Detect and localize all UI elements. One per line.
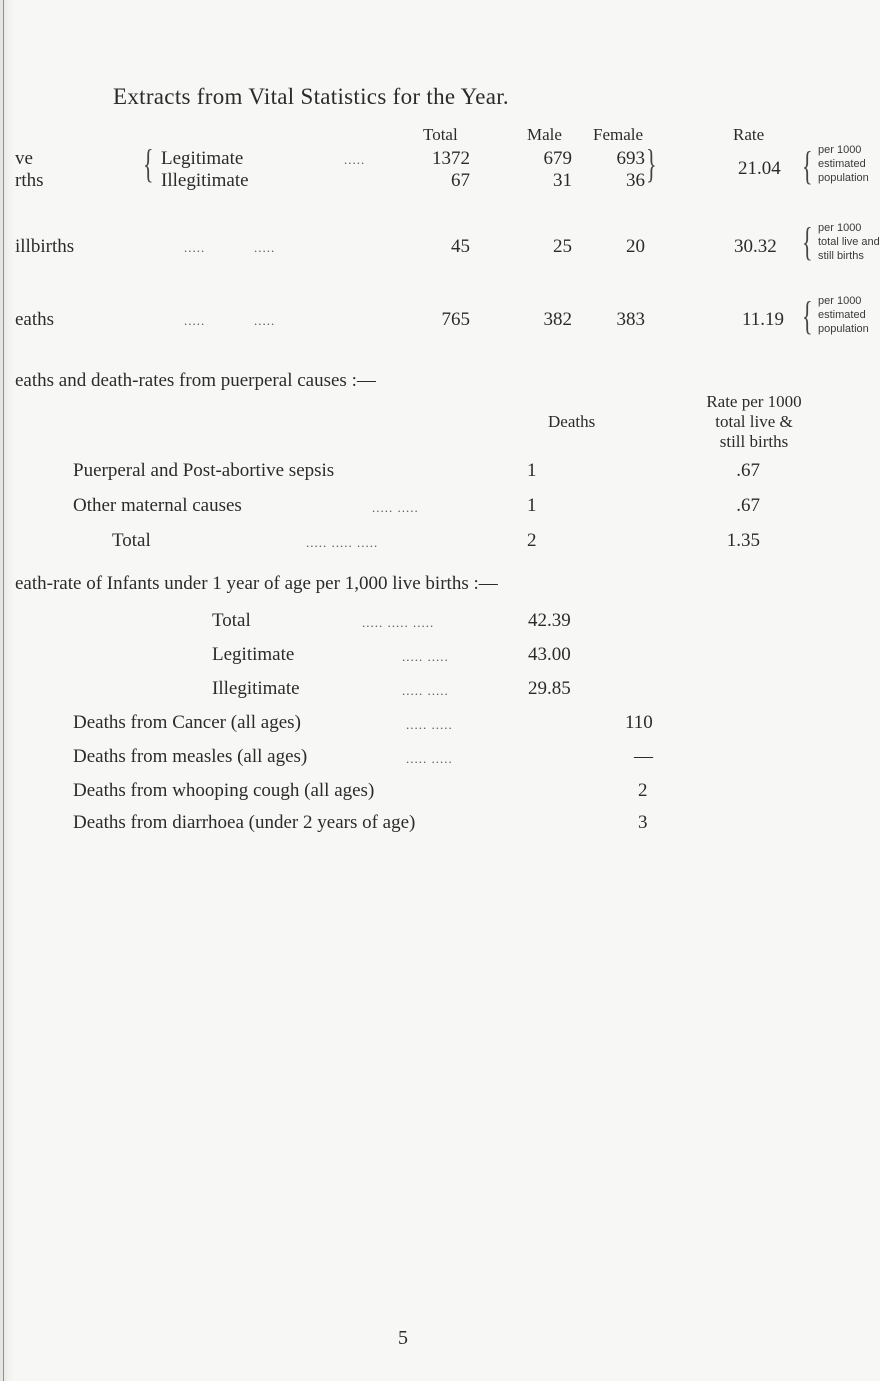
page-title: Extracts from Vital Statistics for the Year. — [113, 84, 509, 109]
binding-line — [3, 0, 4, 1381]
deaths-rate-brace: { — [802, 293, 813, 338]
infant-row-2-dots: ..... ..... — [402, 683, 449, 698]
deaths-female: 383 — [616, 309, 645, 330]
live-births-label-top: ve — [15, 148, 33, 169]
deaths-label: eaths — [15, 309, 55, 330]
puerperal-col-rate-2: total live & — [715, 412, 793, 431]
other-deaths-row-1-label: Deaths from measles (all ages) — [73, 746, 308, 767]
other-deaths-row-0-label: Deaths from Cancer (all ages) — [73, 712, 301, 733]
illegitimate-total: 67 — [451, 170, 470, 191]
legitimate-dots: ..... — [344, 152, 366, 167]
other-deaths-row-2-label: Deaths from whooping cough (all ages) — [73, 780, 375, 801]
header-total: Total — [423, 125, 458, 144]
legitimate-label: Legitimate — [161, 148, 244, 169]
deaths-dots-1: ..... — [184, 313, 206, 328]
puerperal-row-1-dots: ..... ..... — [372, 500, 419, 515]
header-female: Female — [593, 125, 644, 144]
live-births-rate: 21.04 — [738, 158, 781, 179]
infant-row-0-label: Total — [212, 610, 251, 631]
legitimate-female: 693 — [616, 148, 645, 169]
stillbirths-rate-brace: { — [802, 219, 813, 264]
other-deaths-row-2-value: 2 — [638, 780, 648, 801]
puerperal-row-2-label: Total — [112, 530, 151, 551]
stillbirths-dots-2: ..... — [254, 240, 276, 255]
header-rate: Rate — [733, 125, 765, 144]
header-male: Male — [527, 125, 562, 144]
puerperal-row-2-deaths: 2 — [527, 530, 537, 551]
other-deaths-row-3-value: 3 — [638, 812, 648, 833]
live-rate-note-3: population — [818, 172, 869, 184]
live-rate-note-2: estimated — [818, 158, 866, 170]
puerperal-row-1-deaths: 1 — [527, 495, 537, 516]
illegitimate-female: 36 — [626, 170, 645, 191]
illegitimate-label: Illegitimate — [161, 170, 249, 191]
other-deaths-row-0-value: 110 — [625, 712, 653, 733]
puerperal-col-rate-3: still births — [719, 432, 789, 451]
infant-row-2-label: Illegitimate — [212, 678, 300, 699]
legitimate-total: 1372 — [432, 148, 470, 169]
live-births-label-bottom: rths — [15, 170, 44, 191]
live-rate-brace: { — [802, 143, 813, 188]
infant-heading: eath-rate of Infants under 1 year of age per 1,000 live births :— — [15, 573, 498, 594]
stillbirths-dots-1: ..... — [184, 240, 206, 255]
infant-row-1-value: 43.00 — [528, 644, 571, 665]
other-deaths-row-3-label: Deaths from diarrhoea (under 2 years of age) — [73, 812, 416, 833]
stillbirths-female: 20 — [626, 236, 645, 257]
other-deaths-row-0-dots: ..... ..... — [406, 717, 453, 732]
puerperal-row-0-deaths: 1 — [527, 460, 537, 481]
puerperal-row-2-dots: ..... ..... ..... — [306, 535, 379, 550]
stillbirths-rate-note-2: total live and — [818, 236, 880, 248]
puerperal-row-0-rate: .67 — [736, 460, 760, 481]
illegitimate-male: 31 — [553, 170, 572, 191]
infant-row-2-value: 29.85 — [528, 678, 571, 699]
stillbirths-rate-note-1: per 1000 — [818, 222, 862, 234]
stillbirths-rate-note-3: still births — [818, 250, 864, 262]
other-deaths-row-1-value: — — [634, 746, 653, 767]
infant-row-1-dots: ..... ..... — [402, 649, 449, 664]
puerperal-row-0-label: Puerperal and Post-abortive sepsis — [73, 460, 335, 481]
stillbirths-rate: 30.32 — [734, 236, 777, 257]
puerperal-heading: eaths and death-rates from puerperal causes :— — [15, 370, 376, 391]
deaths-rate-note-3: population — [818, 323, 869, 335]
puerperal-col-rate-1: Rate per 1000 — [706, 392, 802, 411]
infant-row-0-value: 42.39 — [528, 610, 571, 631]
puerperal-col-deaths: Deaths — [548, 412, 596, 431]
infant-row-1-label: Legitimate — [212, 644, 295, 665]
puerperal-row-1-label: Other maternal causes — [73, 495, 242, 516]
deaths-rate-note-2: estimated — [818, 309, 866, 321]
deaths-rate: 11.19 — [742, 309, 785, 330]
puerperal-row-1-rate: .67 — [736, 495, 760, 516]
deaths-rate-note-1: per 1000 — [818, 295, 862, 307]
page-number: 5 — [398, 1327, 408, 1349]
deaths-dots-2: ..... — [254, 313, 276, 328]
stillbirths-total: 45 — [451, 236, 470, 257]
other-deaths-row-1-dots: ..... ..... — [406, 751, 453, 766]
deaths-total: 765 — [441, 309, 470, 330]
stillbirths-male: 25 — [553, 236, 572, 257]
puerperal-row-2-rate: 1.35 — [726, 530, 760, 551]
stillbirths-label: illbirths — [15, 236, 75, 257]
female-brace: } — [646, 141, 657, 186]
legitimacy-brace: { — [143, 141, 154, 186]
legitimate-male: 679 — [543, 148, 572, 169]
infant-row-0-dots: ..... ..... ..... — [362, 615, 435, 630]
deaths-male: 382 — [543, 309, 572, 330]
live-rate-note-1: per 1000 — [818, 144, 862, 156]
